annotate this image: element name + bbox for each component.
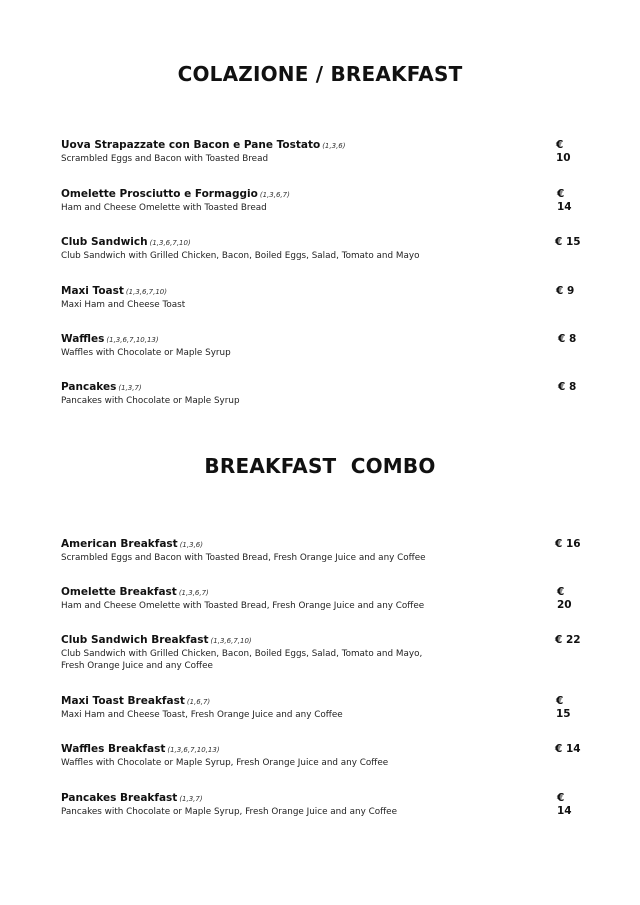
item-description: Ham and Cheese Omelette with Toasted Bread (61, 203, 267, 213)
item-description: Club Sandwich with Grilled Chicken, Bacon, Boiled Eggs, Salad, Tomato and Mayo (61, 251, 420, 261)
item-price: € 20 (557, 586, 572, 611)
item-allergens: (1,3,6) (322, 142, 346, 150)
item-description: Pancakes with Chocolate or Maple Syrup, Fresh Orange Juice and any Coffee (61, 807, 398, 817)
menu-item (61, 285, 581, 311)
item-price: € 15 (555, 236, 581, 248)
menu-item (61, 634, 581, 672)
item-allergens: (1,3,7) (118, 384, 142, 392)
item-price: € 8 (558, 381, 577, 393)
item-description: Waffles with Chocolate or Maple Syrup (61, 348, 231, 358)
item-price: € 10 (556, 139, 571, 164)
item-description: Maxi Ham and Cheese Toast (61, 300, 186, 310)
item-price: € 14 (555, 743, 581, 755)
item-description: Scrambled Eggs and Bacon with Toasted Bread, Fresh Orange Juice and any Coffee (61, 553, 426, 563)
item-price: € 8 (558, 333, 577, 345)
section-title-breakfast-combo: BREAKFAST COMBO (204, 454, 436, 478)
item-name: Pancakes (1,3,7) (61, 381, 142, 393)
item-name: Omelette Breakfast (1,3,6,7) (61, 586, 209, 598)
item-allergens: (1,3,7) (179, 795, 203, 803)
item-allergens: (1,3,6,7,10,13) (167, 746, 220, 754)
item-description: Pancakes with Chocolate or Maple Syrup (61, 396, 240, 406)
menu-item (61, 792, 581, 818)
item-description: Club Sandwich with Grilled Chicken, Bacon, Boiled Eggs, Salad, Tomato and Mayo, Fresh Orange Juice and any Coffee (61, 649, 423, 671)
item-allergens: (1,3,6,7,10) (125, 288, 167, 296)
item-price: € 14 (557, 792, 572, 817)
menu-item (61, 381, 581, 407)
item-description: Ham and Cheese Omelette with Toasted Bread, Fresh Orange Juice and any Coffee (61, 601, 425, 611)
item-name: Omelette Prosciutto e Formaggio (1,3,6,7) (61, 188, 290, 200)
item-name: Maxi Toast Breakfast (1,6,7) (61, 695, 211, 707)
item-description: Maxi Ham and Cheese Toast, Fresh Orange Juice and any Coffee (61, 710, 343, 720)
item-name: Uova Strapazzate con Bacon e Pane Tostato (1,3,6) (61, 139, 346, 151)
item-name: Club Sandwich (1,3,6,7,10) (61, 236, 191, 248)
item-allergens: (1,3,6,7,10,13) (106, 336, 159, 344)
item-description: Waffles with Chocolate or Maple Syrup, Fresh Orange Juice and any Coffee (61, 758, 389, 768)
item-allergens: (1,3,6,7,10) (149, 239, 191, 247)
item-allergens: (1,3,6,7) (259, 191, 290, 199)
item-allergens: (1,3,6) (179, 541, 203, 549)
section-title-breakfast: COLAZIONE / BREAKFAST (177, 62, 463, 86)
item-allergens: (1,3,6,7) (178, 589, 209, 597)
menu-item (61, 743, 581, 769)
item-description: Scrambled Eggs and Bacon with Toasted Bread (61, 154, 269, 164)
item-price: € 16 (555, 538, 581, 550)
item-allergens: (1,3,6,7,10) (210, 637, 252, 645)
menu-item (61, 695, 581, 721)
item-name: Pancakes Breakfast (1,3,7) (61, 792, 203, 804)
item-name: Waffles Breakfast (1,3,6,7,10,13) (61, 743, 220, 755)
menu-item (61, 236, 581, 262)
item-price: € 9 (556, 285, 575, 297)
item-allergens: (1,6,7) (186, 698, 211, 706)
item-name: Club Sandwich Breakfast (1,3,6,7,10) (61, 634, 252, 646)
menu-item (61, 139, 581, 165)
item-name: American Breakfast (1,3,6) (61, 538, 203, 550)
item-price: € 15 (556, 695, 571, 720)
item-price: € 22 (555, 634, 581, 646)
item-price: € 14 (557, 188, 572, 213)
menu-item (61, 333, 581, 359)
menu-item (61, 188, 581, 214)
item-name: Waffles (1,3,6,7,10,13) (61, 333, 159, 345)
menu-item (61, 586, 581, 612)
item-name: Maxi Toast (1,3,6,7,10) (61, 285, 167, 297)
menu-item (61, 538, 581, 564)
